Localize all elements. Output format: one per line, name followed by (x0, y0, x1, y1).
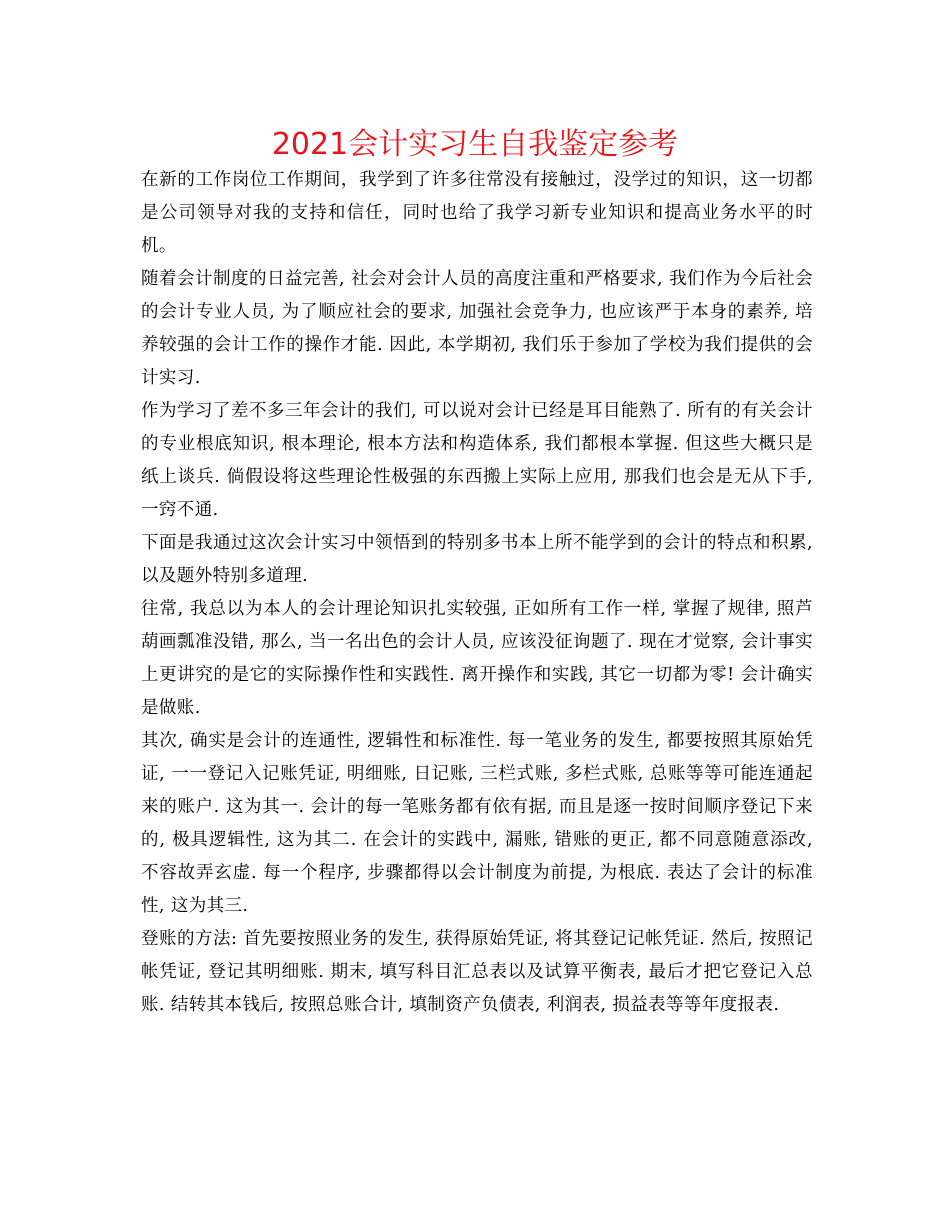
paragraph-5: 往常, 我总以为本人的会计理论知识扎实较强, 正如所有工作一样, 掌握了规律, 照芦葫画瓢准没错, 那么, 当一名出色的会计人员, 应该没征询题了. 现在才觉察, 会计事实上更讲究的是它的实际操作性和实践性. 离开操作和实践, 其它一切都为零! 会计确实是做账. (141, 599, 813, 718)
paragraph-6: 其次, 确实是会计的连通性, 逻辑性和标准性. 每一笔业务的发生, 都要按照其原始凭证, 一一登记入记账凭证, 明细账, 日记账, 三栏式账, 多栏式账, 总账等等可能连通起来的账户. 这为其一. 会计的每一笔账务都有依有据, 而且是逐一按时间顺序登记下来的, 极具逻辑性, 这为其二. 在会计的实践中, 漏账, 错账的更正, 都不同意随意添改, 不容故弄玄虚. 每一个程序, 步骤都得以会计制度为前提, 为根底. 表达了会计的标准性, 这为其三. (141, 731, 813, 916)
document-body (141, 164, 813, 1022)
paragraph-1: 在新的工作岗位工作期间，我学到了许多往常没有接触过，没学过的知识，这一切都是公司领导对我的支持和信任，同时也给了我学习新专业知识和提高业务水平的时机。 (141, 170, 813, 256)
document-title: 2021会计实习生自我鉴定参考 (271, 127, 679, 162)
paragraph-7: 登账的方法: 首先要按照业务的发生, 获得原始凭证, 将其登记记帐凭证. 然后, 按照记帐凭证, 登记其明细账. 期末, 填写科目汇总表以及试算平衡表, 最后才把它登记入总账. 结转其本钱后, 按照总账合计, 填制资产负债表, 利润表, 损益表等等年度报表. (141, 929, 813, 1015)
paragraph-2: 随着会计制度的日益完善, 社会对会计人员的高度注重和严格要求, 我们作为今后社会的会计专业人员, 为了顺应社会的要求, 加强社会竞争力, 也应该严于本身的素养, 培养较强的会计工作的操作才能. 因此, 本学期初, 我们乐于参加了学校为我们提供的会计实习. (141, 269, 813, 388)
paragraph-4: 下面是我通过这次会计实习中领悟到的特别多书本上所不能学到的会计的特点和积累, 以及题外特别多道理. (141, 533, 813, 586)
paragraph-3: 作为学习了差不多三年会计的我们, 可以说对会计已经是耳目能熟了. 所有的有关会计的专业根底知识, 根本理论, 根本方法和构造体系, 我们都根本掌握. 但这些大概只是纸上谈兵. 倘假设将这些理论性极强的东西搬上实际上应用, 那我们也会是无从下手, 一窍不通. (141, 401, 813, 520)
